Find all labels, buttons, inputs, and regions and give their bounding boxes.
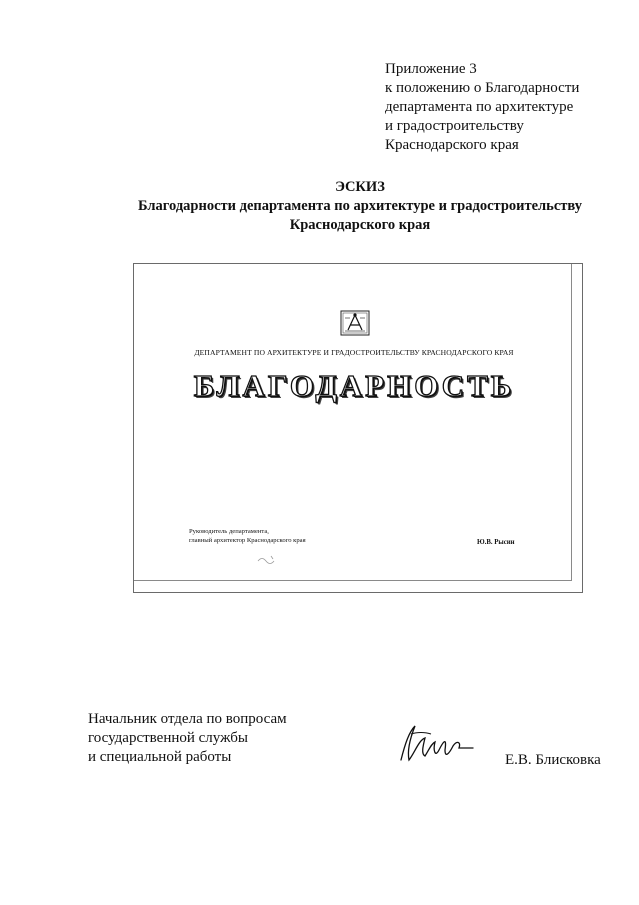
department-name: ДЕПАРТАМЕНТ ПО АРХИТЕКТУРЕ И ГРАДОСТРОИТЕЛЬСТВУ КРАСНОДАРСКОГО КРАЯ	[194, 348, 514, 357]
appendix-line: Краснодарского края	[385, 137, 519, 153]
handwritten-signature-icon	[395, 720, 477, 768]
coat-of-arms-icon	[340, 310, 370, 336]
footer-role-line-1: Начальник отдела по вопросам	[88, 711, 287, 727]
signatory-name: Ю.В. Рысин	[477, 539, 515, 546]
certificate-title: БЛАГОДАРНОСТЬ	[193, 368, 515, 403]
title-line-2: Краснодарского края	[289, 217, 431, 233]
appendix-line: Приложение 3	[385, 61, 477, 77]
appendix-line: и градостроительству	[385, 118, 524, 134]
appendix-line: департамента по архитектуре	[385, 99, 574, 115]
title-heading: ЭСКИЗ	[335, 179, 385, 195]
stamp-mark-icon	[256, 554, 280, 564]
footer-role-line-3: и специальной работы	[88, 749, 232, 765]
signatory-role	[189, 527, 306, 545]
certificate-sketch	[133, 263, 583, 593]
footer-role-line-2: государственной службы	[88, 730, 248, 746]
footer-signatory-name: Е.В. Блисковка	[505, 752, 601, 768]
appendix-line: к положению о Благодарности	[385, 80, 580, 96]
title-line-1: Благодарности департамента по архитектуре и градостроительству	[137, 198, 582, 214]
footer-signatory-role	[88, 710, 287, 767]
signatory-role-line-2: главный архитектор Краснодарского края	[189, 537, 306, 544]
appendix-header	[385, 60, 635, 155]
document-title	[60, 178, 639, 235]
signatory-role-line-1: Руководитель департамента,	[189, 528, 269, 535]
